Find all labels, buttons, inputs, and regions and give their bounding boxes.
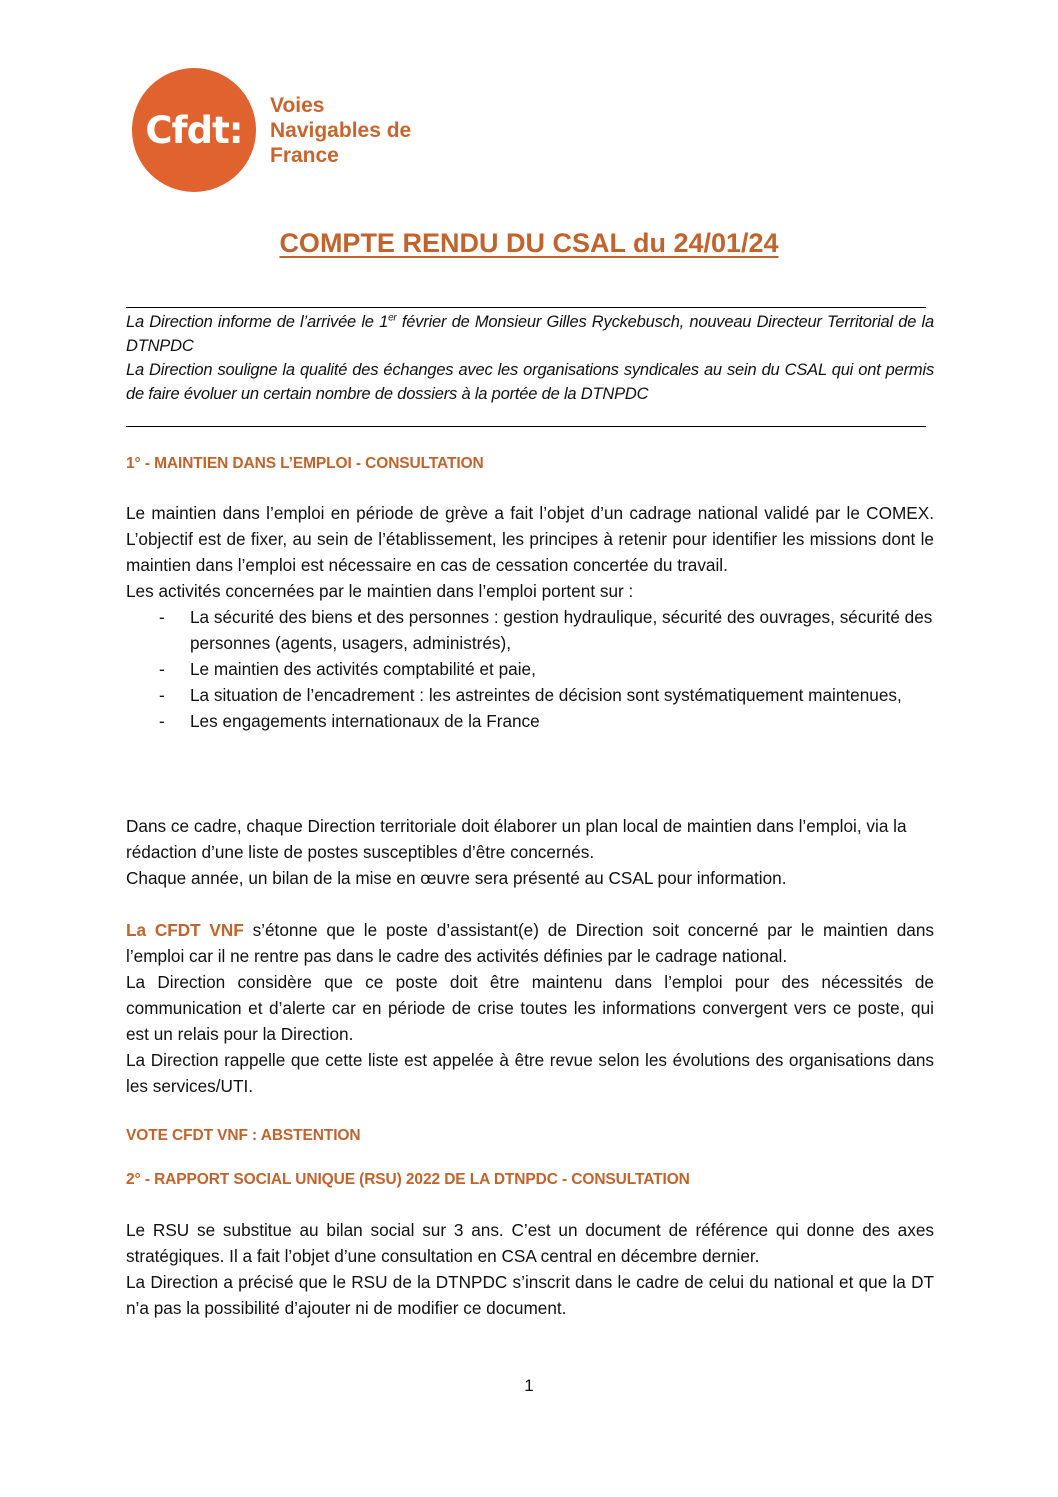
logo-wordmark [270, 93, 411, 168]
cfdt-vnf-logo [132, 68, 411, 192]
list-item: - La sécurité des biens et des personnes : gestion hydraulique, sécurité des ouvrages, sécurité des personnes (agents, usagers, administrés), [126, 604, 934, 656]
cfdt-vnf-label: La CFDT VNF [126, 920, 244, 940]
intro-paragraph-2: La Direction souligne la qualité des échanges avec les organisations syndicales au sein du CSAL qui ont permis de faire évoluer un certain nombre de dossiers à la portée de la DTNPDC [126, 361, 934, 403]
section-1-paragraph-2: Les activités concernées par le maintien dans l’emploi portent sur : [126, 581, 634, 601]
vote-result: VOTE CFDT VNF : ABSTENTION [126, 1127, 361, 1144]
section-1-body [126, 500, 934, 734]
logo-line-france: France [270, 143, 339, 167]
section-2-body [126, 1217, 934, 1321]
intro-paragraph-1: La Direction informe de l’arrivée le 1er février de Monsieur Gilles Ryckebusch, nouveau Directeur Territorial de la DTNPDC [126, 312, 934, 355]
page-number: 1 [524, 1376, 534, 1395]
section-2-paragraph-1: Le RSU se substitue au bilan social sur 3 ans. C’est un document de référence qui donne des axes stratégiques. Il a fait l’objet d’une consultation en CSA central en décembre dernier. [126, 1220, 934, 1266]
document-title: COMPTE RENDU DU CSAL du 24/01/24 [279, 228, 779, 258]
intro-block [126, 310, 934, 406]
section-1-body-2 [126, 813, 934, 891]
section-1-body-3 [126, 917, 934, 1099]
cfdt-logo-mark [132, 68, 256, 192]
section-1-heading: 1° - MAINTIEN DANS L’EMPLOI - CONSULTATION [126, 455, 484, 472]
section-2-heading: 2° - RAPPORT SOCIAL UNIQUE (RSU) 2022 DE LA DTNPDC - CONSULTATION [126, 1171, 690, 1188]
activities-list [126, 604, 934, 734]
section-1-paragraph-4: Chaque année, un bilan de la mise en œuvre sera présenté au CSAL pour information. [126, 868, 787, 888]
divider-bottom [126, 426, 926, 427]
section-2-paragraph-2: La Direction a précisé que le RSU de la DTNPDC s’inscrit dans le cadre de celui du national et que la DT n’a pas la possibilité d’ajouter ni de modifier ce document. [126, 1272, 934, 1318]
logo-mark-text: Cfdt: [145, 108, 243, 152]
logo-line-voies: Voies [270, 93, 325, 117]
list-item: - La situation de l’encadrement : les astreintes de décision sont systématiquement maintenues, [126, 682, 934, 708]
section-1-paragraph-6: La Direction rappelle que cette liste est appelée à être revue selon les évolutions des organisations dans les services/UTI. [126, 1050, 934, 1096]
list-item: - Le maintien des activités comptabilité et paie, [126, 656, 934, 682]
section-1-paragraph-5: La Direction considère que ce poste doit être maintenu dans l’emploi pour des nécessités de communication et d’alerte car en période de crise toutes les informations convergent vers ce poste, qui est un relais pour la Direction. [126, 972, 934, 1044]
section-1-paragraph-3: Dans ce cadre, chaque Direction territoriale doit élaborer un plan local de maintien dans l’emploi, via la rédaction d’une liste de postes susceptibles d’être concernés. [126, 816, 907, 862]
divider-top [126, 307, 926, 308]
logo-line-navigables: Navigables de [270, 118, 412, 142]
section-1-paragraph-1: Le maintien dans l’emploi en période de grève a fait l’objet d’un cadrage national validé par le COMEX. L’objectif est de fixer, au sein de l’établissement, les principes à retenir pour identifier les missions dont le maintien dans l’emploi est nécessaire en cas de cessation concertée du travail. [126, 503, 934, 575]
list-item: - Les engagements internationaux de la France [126, 708, 934, 734]
cfdt-position-paragraph: La CFDT VNF s’étonne que le poste d’assistant(e) de Direction soit concerné par le maintien dans l’emploi car il ne rentre pas dans le cadre des activités définies par le cadrage national. [126, 920, 934, 966]
